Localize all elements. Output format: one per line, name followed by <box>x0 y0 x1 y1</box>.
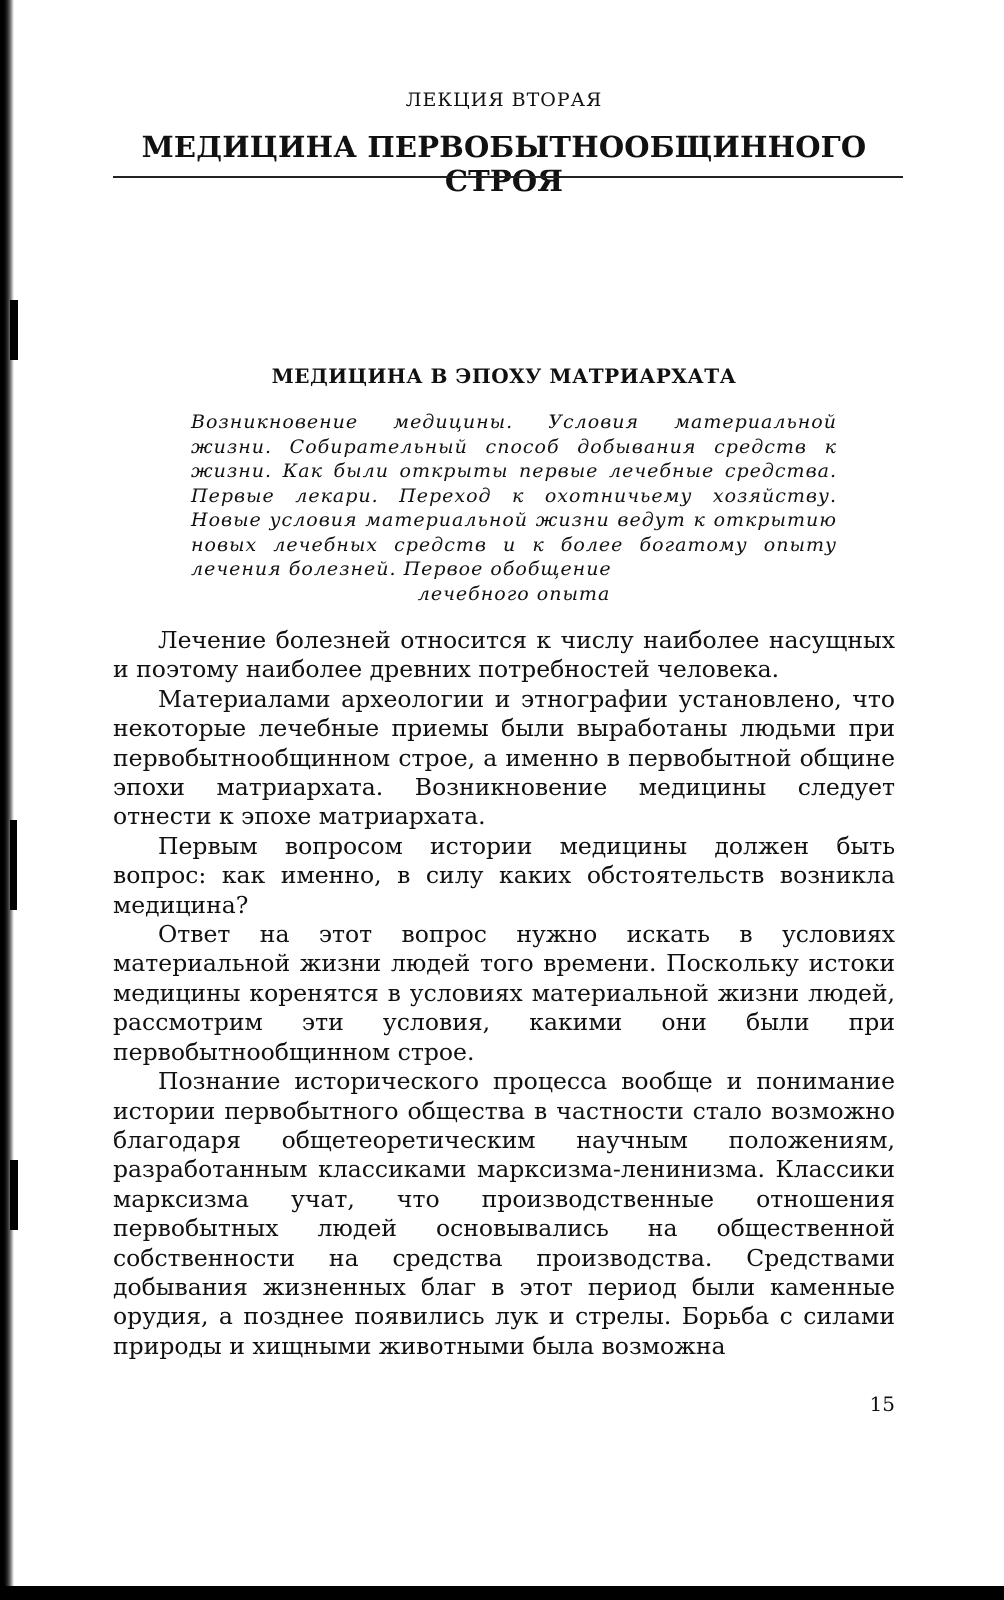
lecture-label: ЛЕКЦИЯ ВТОРАЯ <box>405 89 603 111</box>
body-text <box>113 626 895 1361</box>
scan-speck <box>10 820 17 910</box>
section-summary <box>191 410 837 606</box>
body-paragraph: Первым вопросом истории медицины должен быть вопрос: как именно, в силу каких обстоятельств возникла медицина? <box>113 831 895 919</box>
body-paragraph: Познание исторического процесса вообще и понимание истории первобытного общества в частности стало возможно благодаря общетеоретическим научным положениям, разработанным классиками марксизма-ленинизма. Классики марксизма учат, что производственные отношения первобытных людей основывались на общественной собственности на средства производства. Средствами добывания жизненных благ в этот период были каменные орудия, а позднее появились лук и стрелы. Борьба с силами природы и хищными животными была возможна <box>113 1067 895 1360</box>
scan-speck <box>10 300 18 360</box>
summary-text: Возникновение медицины. Условия материальной жизни. Собирательный способ добывания средств к жизни. Как были открыты первые лечебные средства. Первые лекари. Переход к охотничьему хозяйству. Новые условия материальной жизни ведут к открытию новых лечебных средств и к более богатому опыту лечения болезней. Первое обобщение <box>191 411 837 580</box>
body-paragraph: Лечение болезней относится к числу наиболее насущных и поэтому наиболее древних потребностей человека. <box>113 626 895 684</box>
page-number: 15 <box>869 1392 895 1416</box>
title-rule <box>113 176 903 178</box>
scan-binding-edge <box>0 0 14 1600</box>
scan-bottom-edge <box>0 1586 1004 1600</box>
chapter-title: МЕДИЦИНА ПЕРВОБЫТНООБЩИННОГО СТРОЯ <box>141 130 867 198</box>
body-paragraph: Ответ на этот вопрос нужно искать в условиях материальной жизни людей того времени. Поскольку истоки медицины коренятся в условиях материальной жизни людей, рассмотрим эти условия, какими они были при первобытнообщинном строе. <box>113 920 895 1066</box>
summary-last-line: лечебного опыта <box>417 582 611 605</box>
scan-speck <box>10 1160 18 1230</box>
body-paragraph: Материалами археологии и этнографии установлено, что некоторые лечебные приемы были выработаны людьми при первобытнообщинном строе, а именно в первобытной общине эпохи матриархата. Возникновение медицины следует отнести к эпохе матриархата. <box>113 684 895 831</box>
section-title: МЕДИЦИНА В ЭПОХУ МАТРИАРХАТА <box>271 364 737 388</box>
